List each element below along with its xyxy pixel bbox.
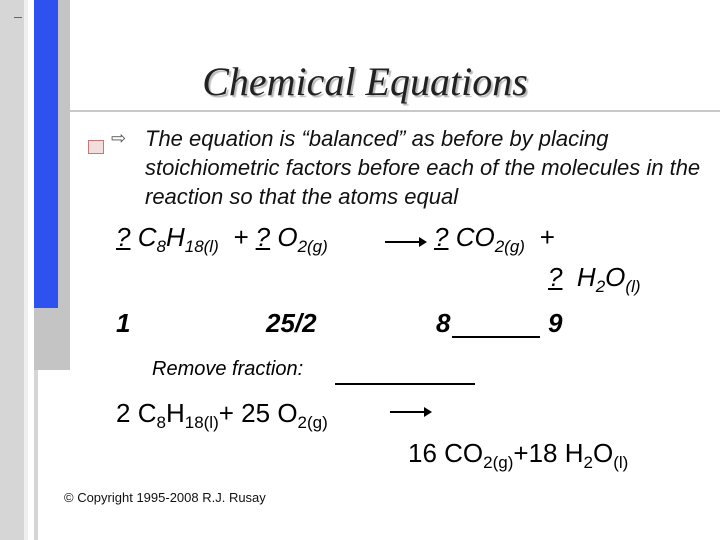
bullet-text: The equation is “balanced” as before by placing stoichiometric factors before each of the molecules in the reaction so that the atoms equal bbox=[145, 126, 701, 209]
coefficient-octane: 1 bbox=[116, 308, 131, 338]
coef-placeholder-2: ? bbox=[255, 222, 271, 252]
eq2-formula-oxygen: $O_{2(g)}$ bbox=[277, 398, 328, 432]
eq2-formula-octane: $C_8H_{18(l)}$ bbox=[137, 398, 219, 432]
copyright-notice: © Copyright 1995-2008 R.J. Rusay bbox=[64, 490, 266, 505]
equation-1-water bbox=[548, 262, 641, 297]
reaction-arrow-2 bbox=[390, 411, 430, 413]
formula-oxygen: $O_{2(g)}$ bbox=[277, 222, 328, 256]
corner-tick bbox=[14, 17, 22, 18]
eq2-formula-water: $H_2O_{(l)}$ bbox=[564, 438, 629, 472]
eq2-coef-octane: 2 bbox=[116, 398, 131, 428]
eq2-formula-co2: $CO_{2(g)}$ bbox=[444, 438, 514, 472]
mini-logo-icon bbox=[88, 140, 104, 154]
slide-title: Chemical Equations bbox=[202, 59, 528, 104]
remove-fraction-label: Remove fraction: bbox=[152, 358, 304, 380]
left-blue-accent-bar bbox=[34, 0, 58, 308]
coefficient-oxygen: 25/2 bbox=[266, 308, 317, 338]
equation-1-rhs bbox=[434, 222, 555, 257]
eq2-coef-co2: 16 bbox=[408, 438, 437, 468]
coef-placeholder-3: ? bbox=[434, 222, 449, 252]
fill-in-blank-line bbox=[335, 383, 475, 385]
eq2-plus-water-coef: +18 bbox=[513, 438, 558, 468]
formula-co2: $CO_{2(g)}$ bbox=[455, 222, 525, 256]
reaction-arrow-1 bbox=[385, 241, 425, 243]
coef-placeholder-4: ? bbox=[548, 262, 563, 292]
coef-placeholder-1: ? bbox=[116, 222, 131, 252]
formula-water: $H_2O_{(l)}$ bbox=[576, 262, 641, 296]
coefficient-water: 9 bbox=[548, 308, 563, 338]
hollow-arrow-right-icon: ⇨ bbox=[111, 128, 127, 148]
equation-1-lhs bbox=[116, 222, 328, 257]
equation-2-lhs bbox=[116, 398, 328, 433]
coefficient-co2: 8 bbox=[436, 308, 451, 338]
equation-2-rhs bbox=[408, 438, 628, 473]
coefficient-underline bbox=[452, 336, 540, 338]
formula-octane: $C_8H_{18(l)}$ bbox=[137, 222, 219, 256]
plus-sign: + bbox=[233, 222, 249, 252]
title-divider bbox=[70, 110, 720, 112]
plus-sign-2: + bbox=[539, 222, 555, 252]
eq2-plus-oxygen-coef: + 25 bbox=[218, 398, 271, 428]
